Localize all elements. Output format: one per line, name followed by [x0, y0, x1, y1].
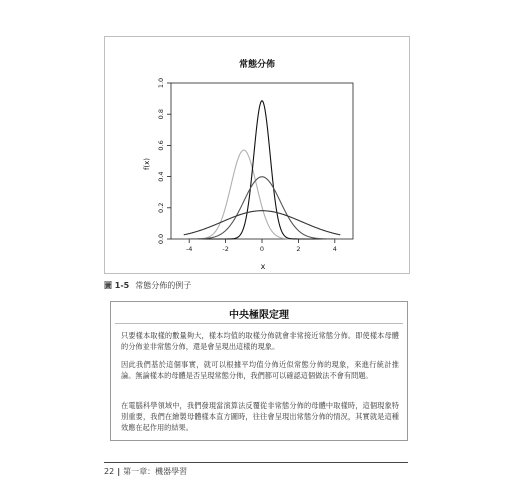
- x-tick-label: 0: [259, 245, 265, 253]
- footer-separator: |: [117, 467, 121, 476]
- sidebar-paragraph-1: 只要樣本取樣的數量夠大，樣本均值的取樣分佈就會非常接近常態分佈。即使樣本母體的分佈並非常態分佈，還是會呈現出這樣的現象。: [121, 331, 399, 351]
- x-tick-label: 2: [296, 245, 301, 253]
- sidebar-paragraph-2: 因此我們基於這個事實，就可以根據平均值分佈近似常態分佈的現象，來進行統計推論。無論樣本的母體是否呈現常態分佈，我們都可以確認這個做法不會有問題。: [121, 360, 399, 380]
- x-axis-label: x: [260, 262, 266, 271]
- figure-number: 圖 1-5: [104, 281, 130, 290]
- figure-caption-text: 常態分佈的例子: [135, 281, 192, 290]
- y-axis-label: f(x): [143, 157, 151, 171]
- chart-title: 常態分佈: [238, 60, 276, 70]
- sidebar-paragraph-3: 在電腦科學領域中，我們發現當演算法反覆從非常態分佈的母體中取樣時，這個現象特別重要，我們在繪製母體樣本直方圖時，往往會呈現出常態分佈的情況，其實就是這種效應在起作用的結果。: [121, 401, 399, 432]
- y-tick-label: 0.2: [157, 202, 165, 213]
- page-footer: [104, 466, 187, 477]
- x-tick-label: 4: [332, 245, 337, 253]
- y-tick-label: 0.4: [157, 171, 165, 182]
- y-tick-label: 0.6: [157, 140, 165, 151]
- series-line-4: [184, 211, 341, 235]
- sidebar-box: [110, 301, 408, 441]
- y-tick-label: 0.0: [157, 233, 165, 245]
- figure-frame: [104, 36, 410, 274]
- chapter-title: 第一章：機器學習: [123, 467, 188, 476]
- series-line-2: [184, 101, 341, 239]
- series-line-1: [184, 150, 341, 239]
- plot-frame: [171, 83, 353, 239]
- y-tick-label: 1.0: [157, 77, 165, 89]
- x-tick-label: -4: [185, 245, 193, 253]
- sidebar-divider: [115, 323, 403, 324]
- figure-caption: [104, 280, 191, 291]
- footer-rule: [104, 462, 408, 463]
- y-tick-label: 0.8: [157, 109, 165, 120]
- x-tick-label: -2: [222, 245, 229, 253]
- normal-distribution-chart: [105, 37, 409, 273]
- sidebar-title: 中央極限定理: [229, 310, 289, 321]
- page-number: 22: [104, 467, 115, 476]
